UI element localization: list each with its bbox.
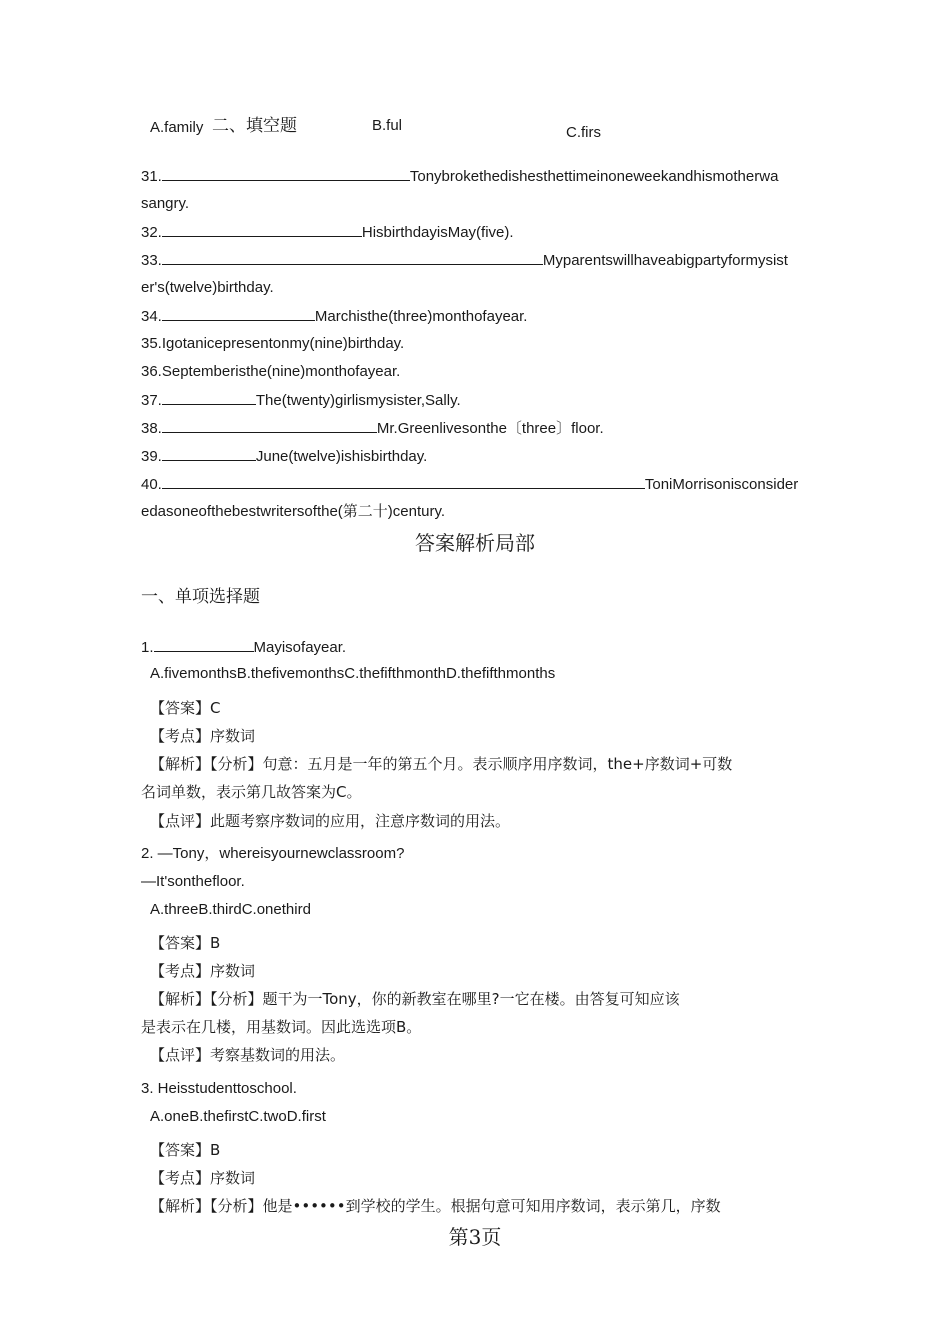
question-number: 36. [141, 363, 162, 380]
q1-comment: 【点评】此题考察序数词的应用，注意序数词的用法。 [150, 812, 511, 830]
question-38 [141, 418, 604, 439]
question-text: The(twenty)girlismysister,Sally. [255, 392, 461, 409]
question-37 [141, 390, 461, 411]
q2-comment: 【点评】考察基数词的用法。 [150, 1046, 346, 1064]
q1-analysis-line1: 【解析】【分析】句意：五月是一年的第五个月。表示顺序用序数词，the+序数词+可数 [150, 755, 733, 773]
question-39 [141, 446, 427, 467]
q2-analysis-line1: 【解析】【分析】题干为一Tony，你的新教室在哪里?一它在楼。由答复可知应该 [150, 990, 680, 1008]
mc-question-2-response: —It'sonthefloor. [141, 873, 245, 890]
answer-section-heading: 答案解析局部 [415, 531, 535, 555]
answer-blank [162, 250, 543, 265]
mc-question-1-options: A.fivemonthsB.thefivemonthsC.thefifthmonthD.thefifthmonths [150, 665, 556, 682]
question-number: 40. [141, 476, 162, 493]
question-text: Mr.Greenlivesonthe〔three〕floor. [376, 420, 604, 437]
question-number: 39. [141, 448, 162, 465]
mc-question-3: 3. Heisstudenttoschool. [141, 1080, 297, 1097]
section-heading-single-choice: 一、单项选择题 [141, 587, 260, 607]
question-number: 32. [141, 224, 162, 241]
q2-answer: 【答案】B [150, 934, 221, 952]
question-text: HisbirthdayisMay(five). [361, 224, 514, 241]
answer-blank [162, 418, 377, 433]
question-33 [141, 250, 788, 271]
question-31 [141, 166, 778, 187]
option-c: C.firs [566, 124, 601, 137]
q3-analysis-line1: 【解析】【分析】他是••••••到学校的学生。根据句意可知用序数词，表示第几，序数 [150, 1197, 721, 1215]
question-40-continuation: edasoneofthebestwritersofthe(第二十)century. [141, 503, 446, 520]
answer-blank [162, 306, 315, 321]
question-number: 34. [141, 308, 162, 325]
question-number: 31. [141, 168, 162, 185]
question-34 [141, 306, 527, 327]
answer-blank [162, 222, 362, 237]
question-31-continuation: sangry. [141, 195, 190, 212]
page-number: 第3页 [448, 1225, 502, 1249]
mc-question-2-options: A.threeB.thirdC.onethird [150, 901, 311, 918]
section-heading-fill-blank: 二、填空题 [212, 116, 297, 136]
q1-answer: 【答案】C [150, 699, 221, 717]
option-b: B.ful [372, 117, 403, 131]
question-number: 1. [141, 639, 154, 656]
question-36 [141, 362, 400, 382]
q3-point: 【考点】序数词 [150, 1169, 256, 1187]
mc-question-3-options: A.oneB.thefirstC.twoD.first [150, 1108, 326, 1125]
q1-point: 【考点】序数词 [150, 727, 256, 745]
question-number: 38. [141, 420, 162, 437]
question-text: Myparentswillhaveabigpartyformysist [542, 252, 788, 269]
question-number: 33. [141, 252, 162, 269]
answer-blank [162, 446, 256, 461]
q1-analysis-line2: 名词单数，表示第几故答案为C。 [141, 783, 362, 801]
mc-question-2: 2. —Tony，whereisyournewclassroom? [141, 845, 405, 862]
question-text: Mayisofayear. [253, 639, 347, 656]
question-35 [141, 334, 404, 354]
question-text: Igotanicepresentonmy(nine)birthday. [161, 335, 405, 352]
question-text: Marchisthe(three)monthofayear. [314, 308, 528, 325]
question-number: 37. [141, 392, 162, 409]
answer-blank [162, 390, 256, 405]
q2-analysis-line2: 是表示在几楼，用基数词。因此选选项B。 [141, 1018, 422, 1036]
question-33-continuation: er's(twelve)birthday. [141, 279, 274, 296]
question-text: Tonybrokethedishesthettimeinoneweekandhismotherwa [409, 168, 779, 185]
option-a: A.family [150, 119, 204, 136]
question-text: Septemberisthe(nine)monthofayear. [161, 363, 401, 380]
mc-question-1 [141, 637, 346, 658]
question-text: ToniMorrisonisconsider [644, 476, 799, 493]
answer-blank [162, 474, 645, 489]
question-text: June(twelve)ishisbirthday. [255, 448, 428, 465]
question-40 [141, 474, 798, 495]
question-32 [141, 222, 514, 243]
answer-blank [162, 166, 410, 181]
q2-point: 【考点】序数词 [150, 962, 256, 980]
answer-blank [154, 637, 254, 652]
question-number: 35. [141, 335, 162, 352]
q3-answer: 【答案】B [150, 1141, 221, 1159]
